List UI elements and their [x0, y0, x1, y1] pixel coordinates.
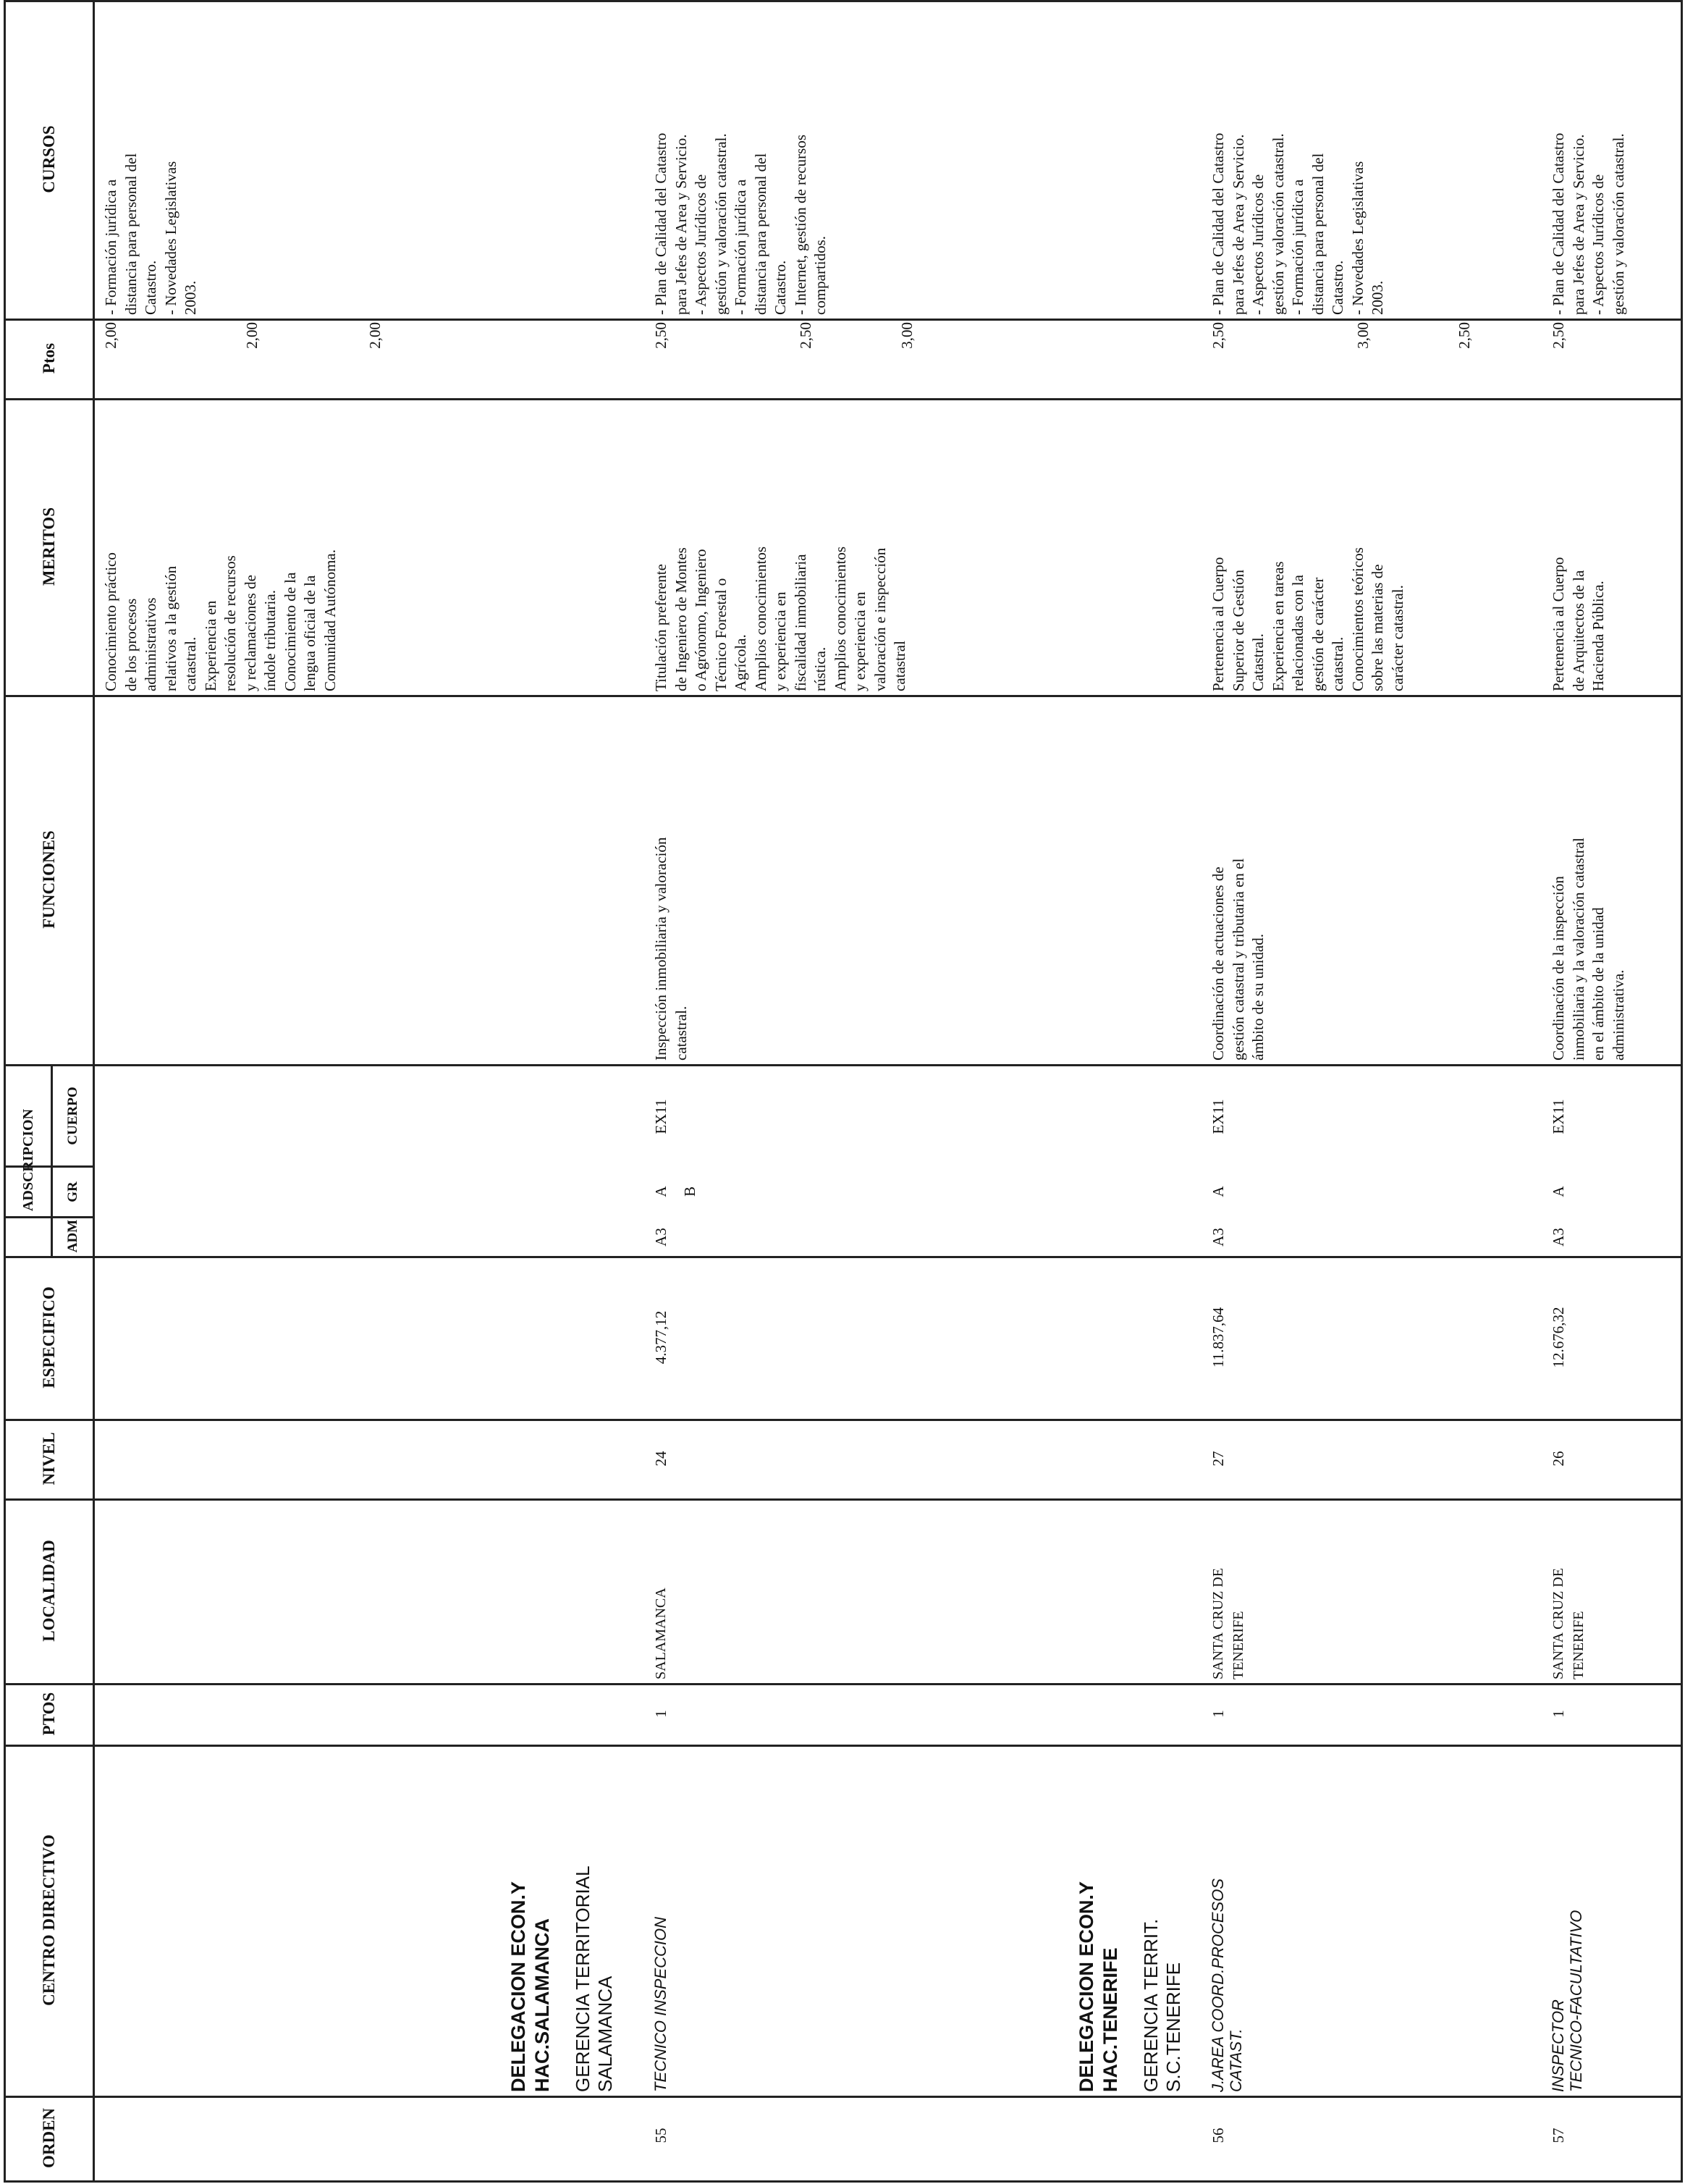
delegacion-name: DELEGACION ECON.Y HAC.SALAMANCA [507, 1881, 553, 2092]
merito-punto-box [1209, 322, 1230, 391]
header-ptos-box [7, 1683, 90, 1745]
merito-punto-box [898, 322, 919, 391]
ptos-value: 1 [1209, 1710, 1227, 1718]
gr-value-box [651, 1169, 673, 1214]
gr-value: A [1209, 1186, 1227, 1197]
header-funciones-box [7, 695, 90, 1064]
cont-meritos-box [101, 405, 339, 691]
band-divider [4, 1683, 1683, 1685]
adm-value-box [1209, 1220, 1230, 1255]
header-especifico: ESPECIFICO [39, 1286, 58, 1388]
especifico-value-box [1209, 1260, 1230, 1415]
orden-number-box [651, 2099, 673, 2172]
gerencia-name-box [572, 1752, 622, 2092]
delegacion-name-box [1075, 1752, 1133, 2092]
cont-punto: 2,00 [243, 322, 261, 349]
merito-punto-box [796, 322, 818, 391]
header-orden-box [7, 2096, 90, 2180]
cont-punto-box [366, 322, 387, 391]
ptos-value-box [651, 1687, 673, 1741]
band-divider [4, 319, 1683, 321]
header-meritos: MERITOS [39, 507, 58, 586]
band-divider [4, 1498, 1683, 1501]
cursos-text-box [1549, 7, 1685, 315]
nivel-value-box [1549, 1422, 1571, 1495]
especifico-value-box [651, 1260, 673, 1415]
funciones-text: Coordinación de actuaciones de gestión catastral y tributaria en el ámbito de su unidad. [1209, 858, 1267, 1061]
orden-number: 55 [652, 2128, 670, 2143]
ptos-value-box [1549, 1687, 1571, 1741]
header-ptos-meritos: Ptos [39, 342, 58, 374]
gr-value: A [1550, 1186, 1567, 1197]
band-divider [4, 2096, 1683, 2098]
header-divider [93, 0, 95, 2183]
merito-punto-box [1354, 322, 1375, 391]
puesto-name-box [1209, 1752, 1252, 2092]
header-cuerpo: CUERPO [64, 1087, 80, 1145]
gr-value: A [652, 1186, 670, 1197]
orden-number-box [1209, 2099, 1230, 2172]
cursos-text-box [651, 7, 840, 315]
merito-punto: 2,50 [1209, 322, 1227, 349]
cuerpo-value: EX11 [1209, 1099, 1227, 1134]
header-especifico-box [7, 1256, 90, 1419]
nivel-value-box [1209, 1422, 1230, 1495]
localidad-value: SANTA CRUZ DE TENERIFE [1550, 1568, 1587, 1679]
puesto-name-box [651, 1752, 695, 2092]
header-adscripcion-group-box [6, 1064, 51, 1256]
cuerpo-value: EX11 [1550, 1099, 1567, 1134]
header-adm-box [53, 1216, 93, 1256]
gr-value-2-box [680, 1169, 702, 1214]
cuerpo-value-box [1549, 1068, 1571, 1165]
header-localidad-box [7, 1498, 90, 1683]
cursos-text: - Plan de Calidad del Catastro para Jefes de Area y Servicio. - Aspectos Jurídicos de gestión y valoración catastral. - Formación jurídica a distancia para personal del Catastro. - Novedades Legislativas 2003. [1209, 132, 1386, 315]
header-cursos-box [7, 0, 90, 319]
especifico-value: 11.837,64 [1209, 1307, 1227, 1368]
localidad-value: SALAMANCA [653, 1588, 669, 1679]
orden-number-box [1549, 2099, 1571, 2172]
cursos-text: - Plan de Calidad del Catastro para Jefes de Area y Servicio. - Aspectos Jurídicos de gestión y valoración catastral. [1550, 132, 1627, 315]
merito-punto-box [1549, 322, 1571, 391]
especifico-value: 4.377,12 [652, 1310, 670, 1365]
gr-value-2: B [681, 1186, 698, 1197]
cuerpo-value-box [1209, 1068, 1230, 1165]
funciones-text: Coordinación de la inspección inmobiliaria y la valoración catastral en el ámbito de la unidad administrativa. [1550, 838, 1627, 1061]
header-orden: ORDEN [39, 2107, 58, 2169]
cont-meritos: Conocimiento práctico de los procesos administrativos relativos a la gestión catastral. Experiencia en resolución de recursos y reclamaciones de índole tributaria. Conocimiento de la lengua oficial de la Comunidad Autónoma. [102, 549, 339, 691]
orden-number: 56 [1209, 2128, 1227, 2143]
merito-punto: 2,50 [652, 322, 670, 349]
cont-punto: 2,00 [102, 322, 119, 349]
meritos-text: Pertenencia al Cuerpo de Arquitectos de la Hacienda Pública. [1550, 557, 1607, 691]
meritos-text-box [1209, 405, 1469, 691]
header-nivel-box [7, 1419, 90, 1498]
puesto-name: INSPECTOR TECNICO-FACULTATIVO [1549, 1910, 1585, 2092]
ptos-value-box [1209, 1687, 1230, 1741]
meritos-text-box [1549, 405, 1685, 691]
header-nivel: NIVEL [39, 1432, 58, 1485]
header-ptos: PTOS [39, 1692, 58, 1736]
merito-punto: 2,50 [797, 322, 814, 349]
puesto-name: J.AREA COORD.PROCESOS CATAST. [1209, 1878, 1245, 2092]
delegacion-name: DELEGACION ECON.Y HAC.TENERIFE [1076, 1881, 1121, 2092]
merito-punto: 3,00 [898, 322, 916, 349]
cont-cursos: - Formación jurídica a distancia para personal del Catastro. - Novedades Legislativas 2003. [102, 153, 199, 315]
border-right [1681, 0, 1683, 2183]
localidad-value-box [651, 1502, 695, 1679]
cont-cursos-box [101, 7, 290, 315]
localidad-value-box [1549, 1502, 1592, 1679]
band-divider [4, 1064, 1683, 1066]
cuerpo-value: EX11 [652, 1099, 670, 1134]
header-meritos-box [7, 398, 90, 695]
band-divider [4, 695, 1683, 697]
nivel-value: 27 [1209, 1451, 1227, 1467]
cursos-text-box [1209, 7, 1397, 315]
gr-value-box [1549, 1169, 1571, 1214]
merito-punto-box [1455, 322, 1477, 391]
orden-number: 57 [1550, 2128, 1567, 2143]
header-centro-directivo: CENTRO DIRECTIVO [39, 1834, 58, 2006]
puesto-name-box [1549, 1752, 1592, 2092]
band-divider [4, 398, 1683, 400]
especifico-value-box [1549, 1260, 1571, 1415]
especifico-value: 12.676,32 [1550, 1307, 1567, 1368]
header-gr: GR [64, 1181, 80, 1202]
header-funciones: FUNCIONES [39, 830, 58, 929]
nivel-value-box [651, 1422, 673, 1495]
adm-value-box [651, 1220, 673, 1255]
funciones-text-box [1549, 699, 1657, 1061]
adm-value: A3 [652, 1228, 670, 1247]
border-top [4, 0, 1683, 2]
header-localidad: LOCALIDAD [39, 1540, 58, 1642]
merito-punto: 2,50 [1550, 322, 1567, 349]
adm-value-box [1549, 1220, 1571, 1255]
merito-punto-box [651, 322, 673, 391]
band-divider [4, 1419, 1683, 1421]
localidad-value: SANTA CRUZ DE TENERIFE [1210, 1568, 1246, 1679]
gerencia-name: GERENCIA TERRITORIAL SALAMANCA [572, 1865, 616, 2092]
meritos-text: Pertenencia al Cuerpo Superior de Gestión Catastral. Experiencia en tareas relacionadas con la gestión de carácter catastral. Conocimientos teóricos sobre las materias de carácter catastral. [1209, 547, 1406, 691]
localidad-value-box [1209, 1502, 1252, 1679]
border-bottom [4, 2180, 1683, 2183]
funciones-text-box [651, 699, 760, 1061]
cont-punto-box [242, 322, 264, 391]
funciones-text-box [1209, 699, 1317, 1061]
cursos-text: - Plan de Calidad del Catastro para Jefes de Area y Servicio. - Aspectos Jurídicos de gestión y valoración catastral. - Formación jurídica a distancia para personal del Catastro. - Internet, gestión de recursos compartidos. [652, 132, 829, 315]
cont-punto: 2,00 [366, 322, 384, 349]
header-centro-directivo-box [7, 1745, 90, 2096]
header-gr-box [53, 1168, 93, 1216]
header-ptos-meritos-box [7, 319, 90, 398]
adm-value: A3 [1550, 1228, 1567, 1247]
merito-punto: 3,00 [1354, 322, 1372, 349]
gerencia-name-box [1140, 1752, 1191, 2092]
funciones-text: Inspección inmobiliaria y valoración catastral. [652, 837, 690, 1061]
band-divider [4, 1745, 1683, 1747]
nivel-value: 24 [652, 1451, 670, 1467]
band-divider [4, 1256, 1683, 1258]
adm-value: A3 [1209, 1228, 1227, 1247]
header-cursos: CURSOS [39, 125, 58, 193]
cont-punto-box [101, 322, 123, 391]
cuerpo-value-box [651, 1068, 673, 1165]
delegacion-name-box [507, 1752, 565, 2092]
meritos-text: Titulación preferente de Ingeniero de Montes o Agrónomo, Ingeniero Técnico Forestal o Agrícola. Amplios conocimientos y experiencia en fiscalidad inmobiliaria rústica. Amplios conocimientos y experiencia en valoración e inspección catastral [652, 546, 908, 691]
header-cuerpo-box [53, 1066, 93, 1165]
ptos-value: 1 [1550, 1710, 1567, 1718]
header-adscripcion-group: ADSCRIPCION [20, 1108, 36, 1212]
gerencia-name: GERENCIA TERRIT. S.C.TENERIFE [1140, 1918, 1184, 2092]
header-adm: ADM [64, 1219, 80, 1253]
ptos-value: 1 [652, 1710, 670, 1718]
nivel-value: 26 [1550, 1451, 1567, 1467]
puesto-name: TECNICO INSPECCION [651, 1916, 670, 2092]
gr-value-box [1209, 1169, 1230, 1214]
meritos-text-box [651, 405, 912, 691]
merito-punto: 2,50 [1456, 322, 1473, 349]
